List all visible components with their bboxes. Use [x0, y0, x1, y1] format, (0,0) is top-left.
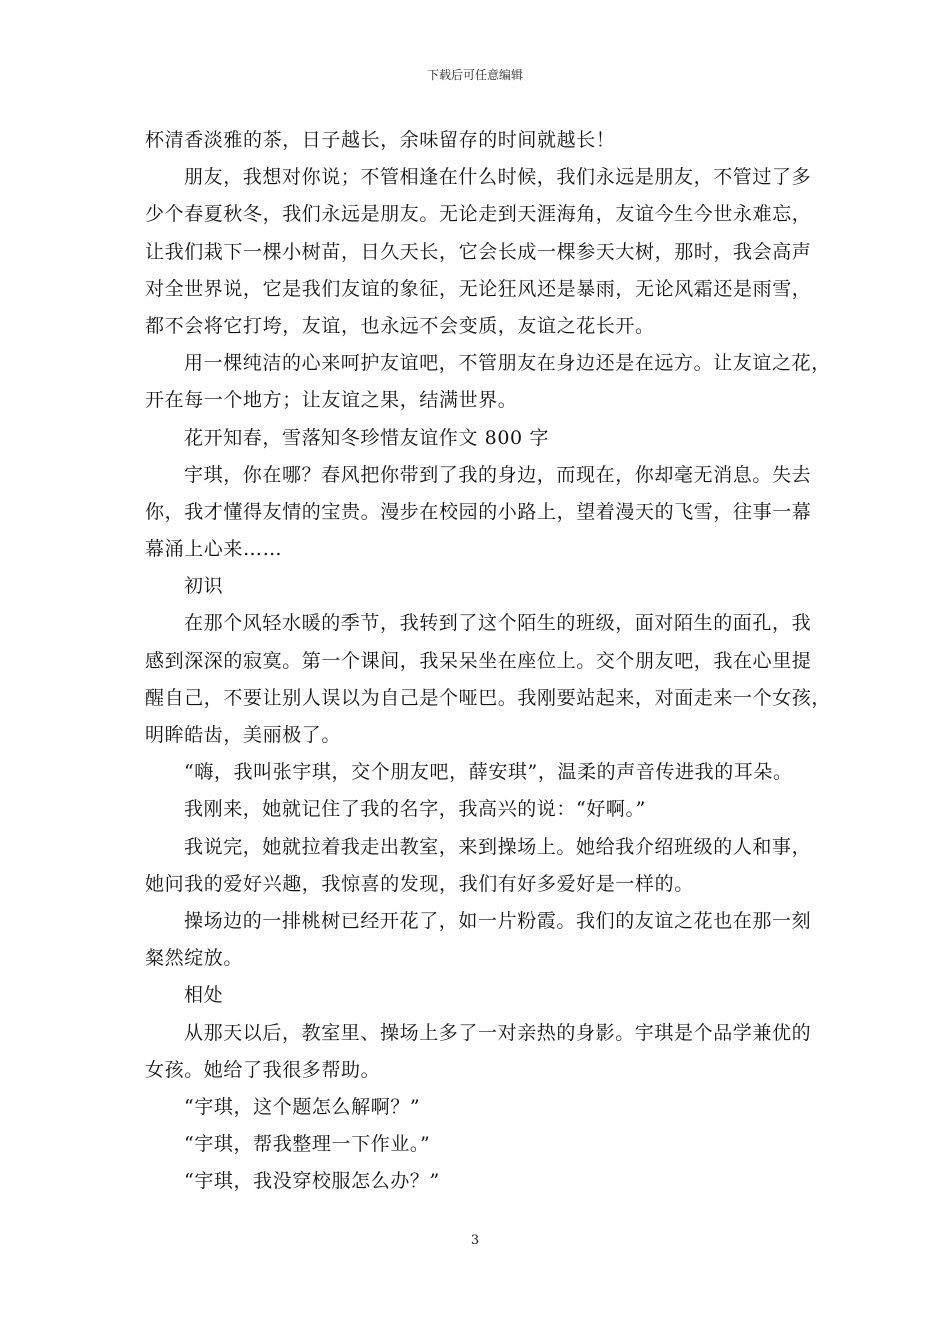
text-line: “宇琪，帮我整理一下作业。” [184, 1133, 431, 1156]
text-line: “嗨，我叫张宇琪，交个朋友吧，薛安琪”，温柔的声音传进我的耳朵。 [184, 761, 793, 784]
text-line: 朋友，我想对你说；不管相逢在什么时候，我们永远是朋友，不管过了多 [184, 166, 812, 189]
text-line: “宇琪，这个题怎么解啊？” [184, 1095, 421, 1118]
text-line: 开在每一个地方；让友谊之果，结满世界。 [145, 389, 518, 412]
text-line: 你，我才懂得友情的宝贵。漫步在校园的小路上，望着漫天的飞雪，往事一幕 [145, 500, 812, 523]
text-line: 我刚来，她就记住了我的名字，我高兴的说：“好啊。” [184, 798, 646, 821]
text-line: 花开知春，雪落知冬珍惜友谊作文 800 字 [184, 426, 549, 449]
text-line: 醒自己，不要让别人误以为自己是个哑巴。我刚要站起来，对面走来一个女孩， [145, 686, 832, 709]
text-line: 我说完，她就拉着我走出教室，来到操场上。她给我介绍班级的人和事， [184, 835, 812, 858]
text-line: 相处 [184, 984, 224, 1007]
text-line: 用一棵纯洁的心来呵护友谊吧，不管朋友在身边还是在远方。让友谊之花， [184, 352, 831, 375]
text-line: 在那个风轻水暖的季节，我转到了这个陌生的班级，面对陌生的面孔，我 [184, 612, 812, 635]
text-line: 幕涌上心来…… [145, 538, 283, 561]
text-line: 少个春夏秋冬，我们永远是朋友。无论走到天涯海角，友谊今生今世永难忘， [145, 203, 812, 226]
text-line: “宇琪，我没穿校服怎么办？” [184, 1170, 440, 1193]
text-line: 明眸皓齿，美丽极了。 [145, 724, 342, 746]
text-line: 杯清香淡雅的茶，日子越长，余味留存的时间就越长！ [145, 129, 616, 151]
text-line: 感到深深的寂寞。第一个课间，我呆呆坐在座位上。交个朋友吧，我在心里提 [145, 649, 812, 672]
text-line: 对全世界说，它是我们友谊的象征，无论狂风还是暴雨，无论风霜还是雨雪， [145, 277, 812, 300]
text-line: 宇琪，你在哪？春风把你带到了我的身边，而现在，你却毫无消息。失去 [184, 463, 812, 486]
text-line: 初识 [184, 575, 224, 598]
page-number: 3 [470, 1233, 480, 1248]
text-line: 她问我的爱好兴趣，我惊喜的发现，我们有好多爱好是一样的。 [145, 872, 694, 895]
text-line: 让我们栽下一棵小树苗，日久天长，它会长成一棵参天大树，那时，我会高声 [145, 240, 812, 263]
page-header: 下载后可任意编辑 [426, 68, 523, 82]
document-body [145, 122, 832, 1200]
text-line: 粲然绽放。 [145, 947, 244, 970]
text-line: 女孩。她给了我很多帮助。 [145, 1058, 381, 1081]
text-line: 操场边的一排桃树已经开花了，如一片粉霞。我们的友谊之花也在那一刻 [184, 909, 812, 932]
text-line: 都不会将它打垮，友谊，也永远不会变质，友谊之花长开。 [145, 314, 655, 337]
text-line: 从那天以后，教室里、操场上多了一对亲热的身影。宇琪是个品学兼优的 [184, 1021, 812, 1044]
